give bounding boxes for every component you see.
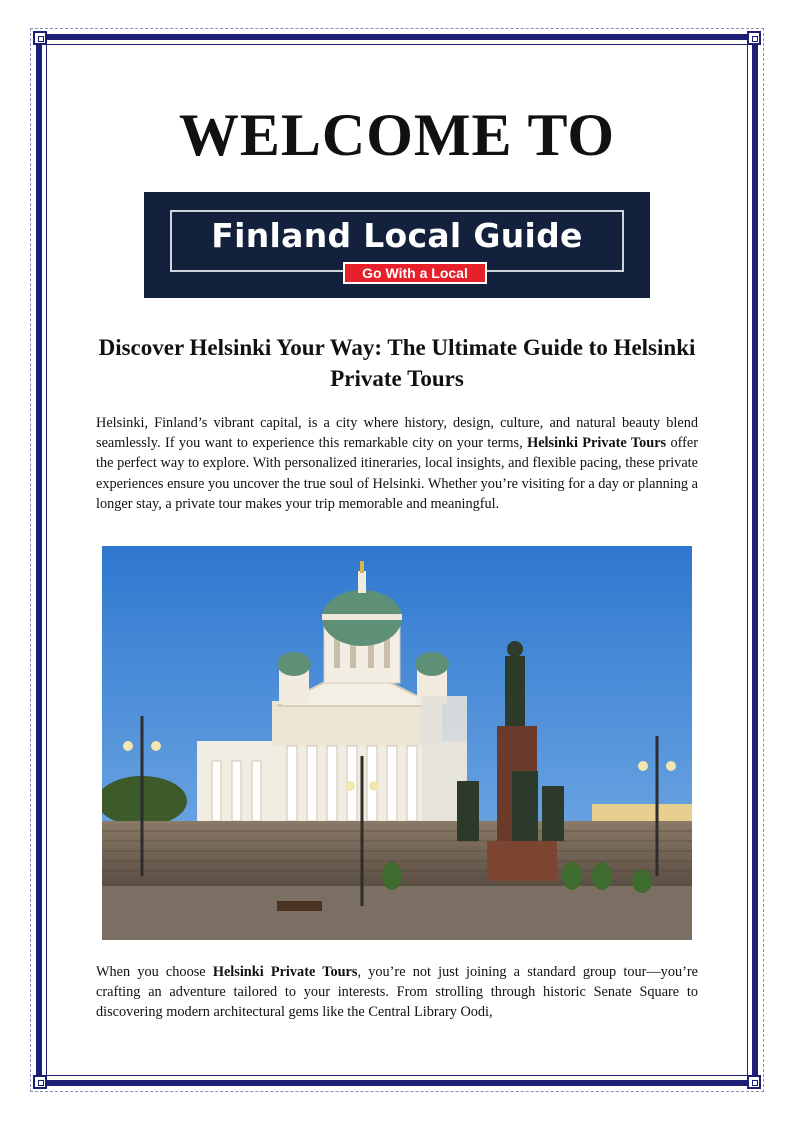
intro-bold-keyword: Helsinki Private Tours bbox=[527, 435, 667, 452]
intro-text-2: offer the perfect way to explore. With personalized itineraries, local insights, and flexible pacing, these private experiences ensure you uncover the true soul of Helsinki. Whether you’re visiting for a day or planning a longer stay, a private tour makes your trip memorable and meaningful. bbox=[96, 435, 699, 512]
logo-frame bbox=[170, 210, 624, 281]
second-text-2: , you’re not just joining a standard group tour—you’re crafting an adventure tailored to your interests. From strolling through historic Senate Square to discovering modern architectural gems like the Central Library Oodi, bbox=[96, 964, 698, 1021]
helsinki-cathedral-photo bbox=[102, 546, 692, 940]
logo-name: Finland Local Guide bbox=[211, 216, 583, 255]
intro-text-1: Helsinki, Finland’s vibrant capital, is a city where history, design, culture, and natural beauty blend seamlessly. If you want to experience this remarkable city on your terms, bbox=[96, 415, 698, 452]
cathedral-illustration bbox=[102, 546, 692, 940]
article-heading: Discover Helsinki Your Way: The Ultimate Guide to Helsinki Private Tours bbox=[98, 335, 696, 391]
corner-ornament-icon bbox=[747, 1075, 761, 1089]
finland-local-guide-logo bbox=[144, 192, 650, 298]
intro-paragraph bbox=[96, 413, 698, 514]
second-bold-keyword: Helsinki Private Tours bbox=[212, 964, 358, 980]
second-paragraph bbox=[96, 962, 698, 1023]
corner-ornament-icon bbox=[33, 31, 47, 45]
corner-ornament-icon bbox=[747, 31, 761, 45]
logo-tagline: Go With a Local bbox=[343, 262, 487, 284]
welcome-title: WELCOME TO bbox=[178, 102, 616, 168]
second-text-1: When you choose bbox=[96, 964, 213, 980]
corner-ornament-icon bbox=[33, 1075, 47, 1089]
